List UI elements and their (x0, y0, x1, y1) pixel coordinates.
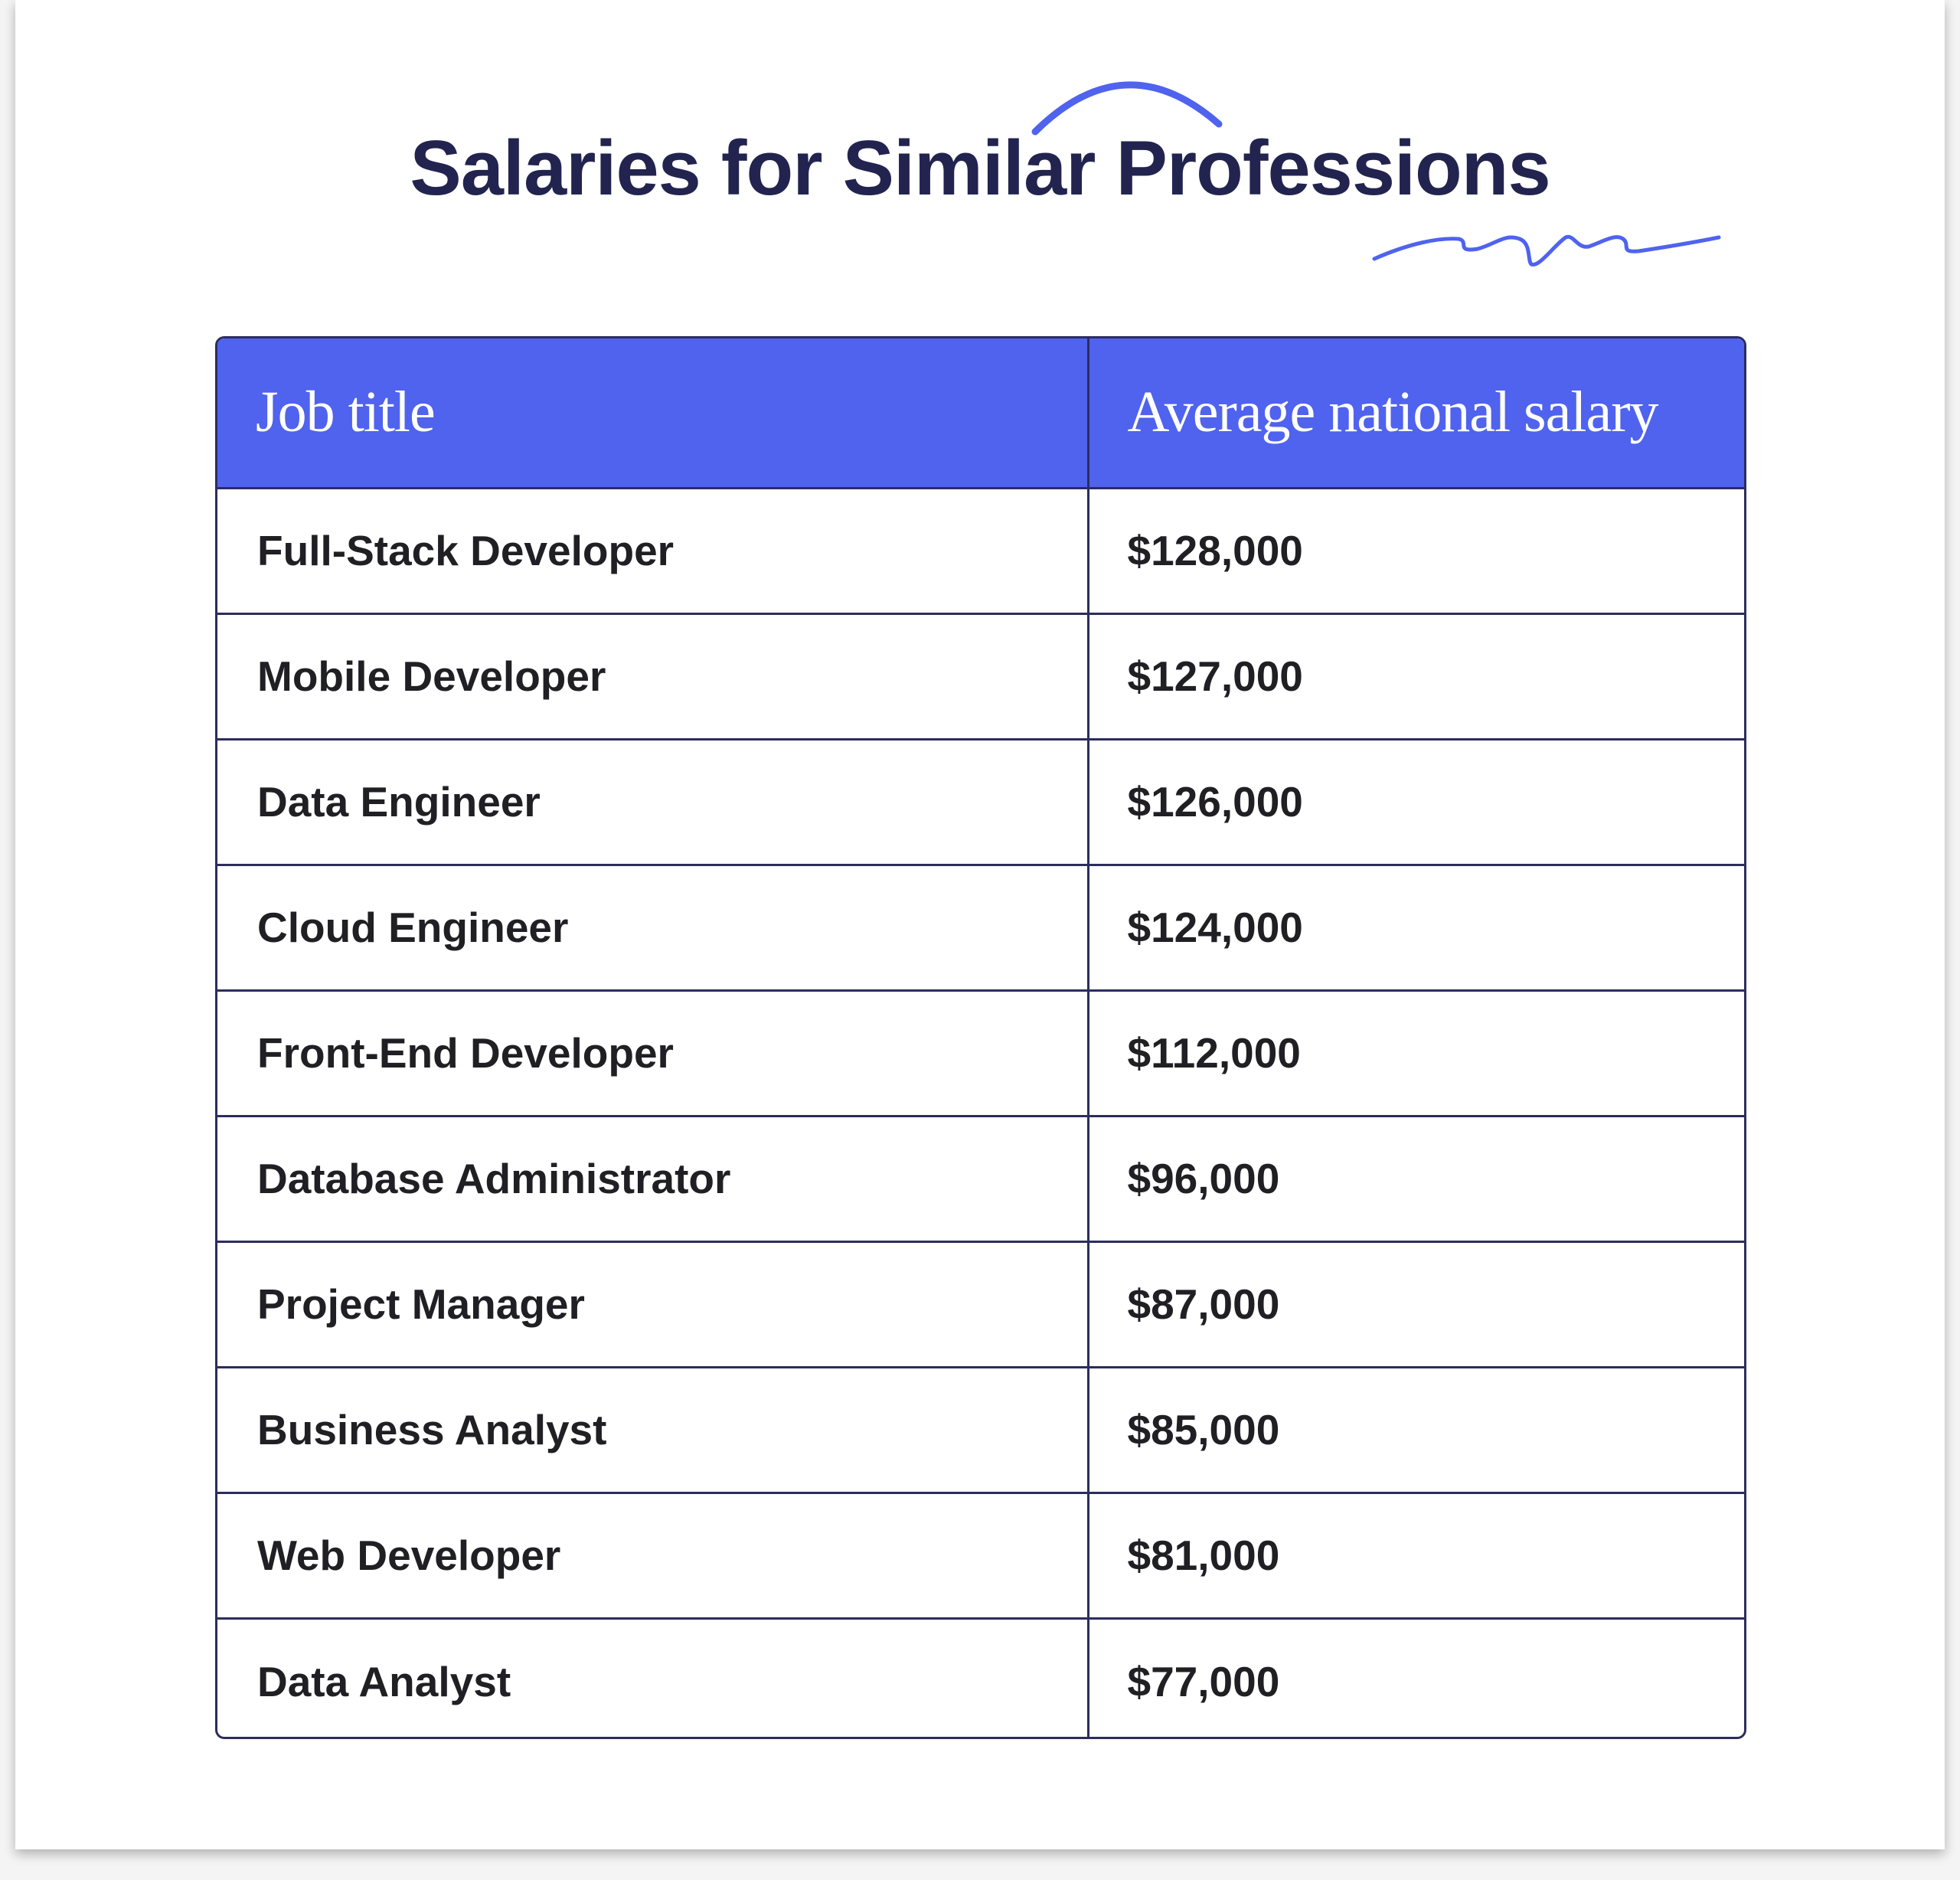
salary-table-container (215, 336, 1746, 1739)
job-title-cell: Database Administrator (217, 1116, 1088, 1241)
salary-cell: $126,000 (1088, 739, 1744, 865)
job-title-cell: Project Manager (217, 1241, 1088, 1367)
job-title-cell: Front-End Developer (217, 990, 1088, 1116)
salary-cell: $81,000 (1088, 1493, 1744, 1618)
salary-table (217, 338, 1744, 1739)
table-row (217, 865, 1744, 990)
table-row (217, 1241, 1744, 1367)
header-job-title: Job title (217, 338, 1088, 488)
table-row (217, 739, 1744, 865)
table-row (217, 488, 1744, 613)
table-row (217, 1618, 1744, 1739)
salary-cell: $96,000 (1088, 1116, 1744, 1241)
salary-cell: $124,000 (1088, 865, 1744, 990)
job-title-cell: Mobile Developer (217, 613, 1088, 739)
salary-cell: $87,000 (1088, 1241, 1744, 1367)
table-row (217, 1493, 1744, 1618)
salary-cell: $128,000 (1088, 488, 1744, 613)
job-title-cell: Web Developer (217, 1493, 1088, 1618)
job-title-cell: Full-Stack Developer (257, 527, 675, 574)
job-title-cell: Business Analyst (217, 1367, 1088, 1493)
table-row (217, 1116, 1744, 1241)
job-title-cell: Data Engineer (217, 739, 1088, 865)
job-title-cell: Data Analyst (217, 1618, 1088, 1739)
header-average-salary: Average national salary (1088, 338, 1744, 488)
table-row (217, 990, 1744, 1116)
table-row (217, 613, 1744, 739)
salary-cell: $112,000 (1088, 990, 1744, 1116)
salary-cell: $77,000 (1088, 1618, 1744, 1739)
page-title: Salaries for Similar Professions (410, 126, 1550, 211)
table-header-row (217, 338, 1744, 488)
salary-cell: $85,000 (1088, 1367, 1744, 1493)
salary-cell: $127,000 (1088, 613, 1744, 739)
table-row (217, 1367, 1744, 1493)
job-title-cell: Cloud Engineer (217, 865, 1088, 990)
